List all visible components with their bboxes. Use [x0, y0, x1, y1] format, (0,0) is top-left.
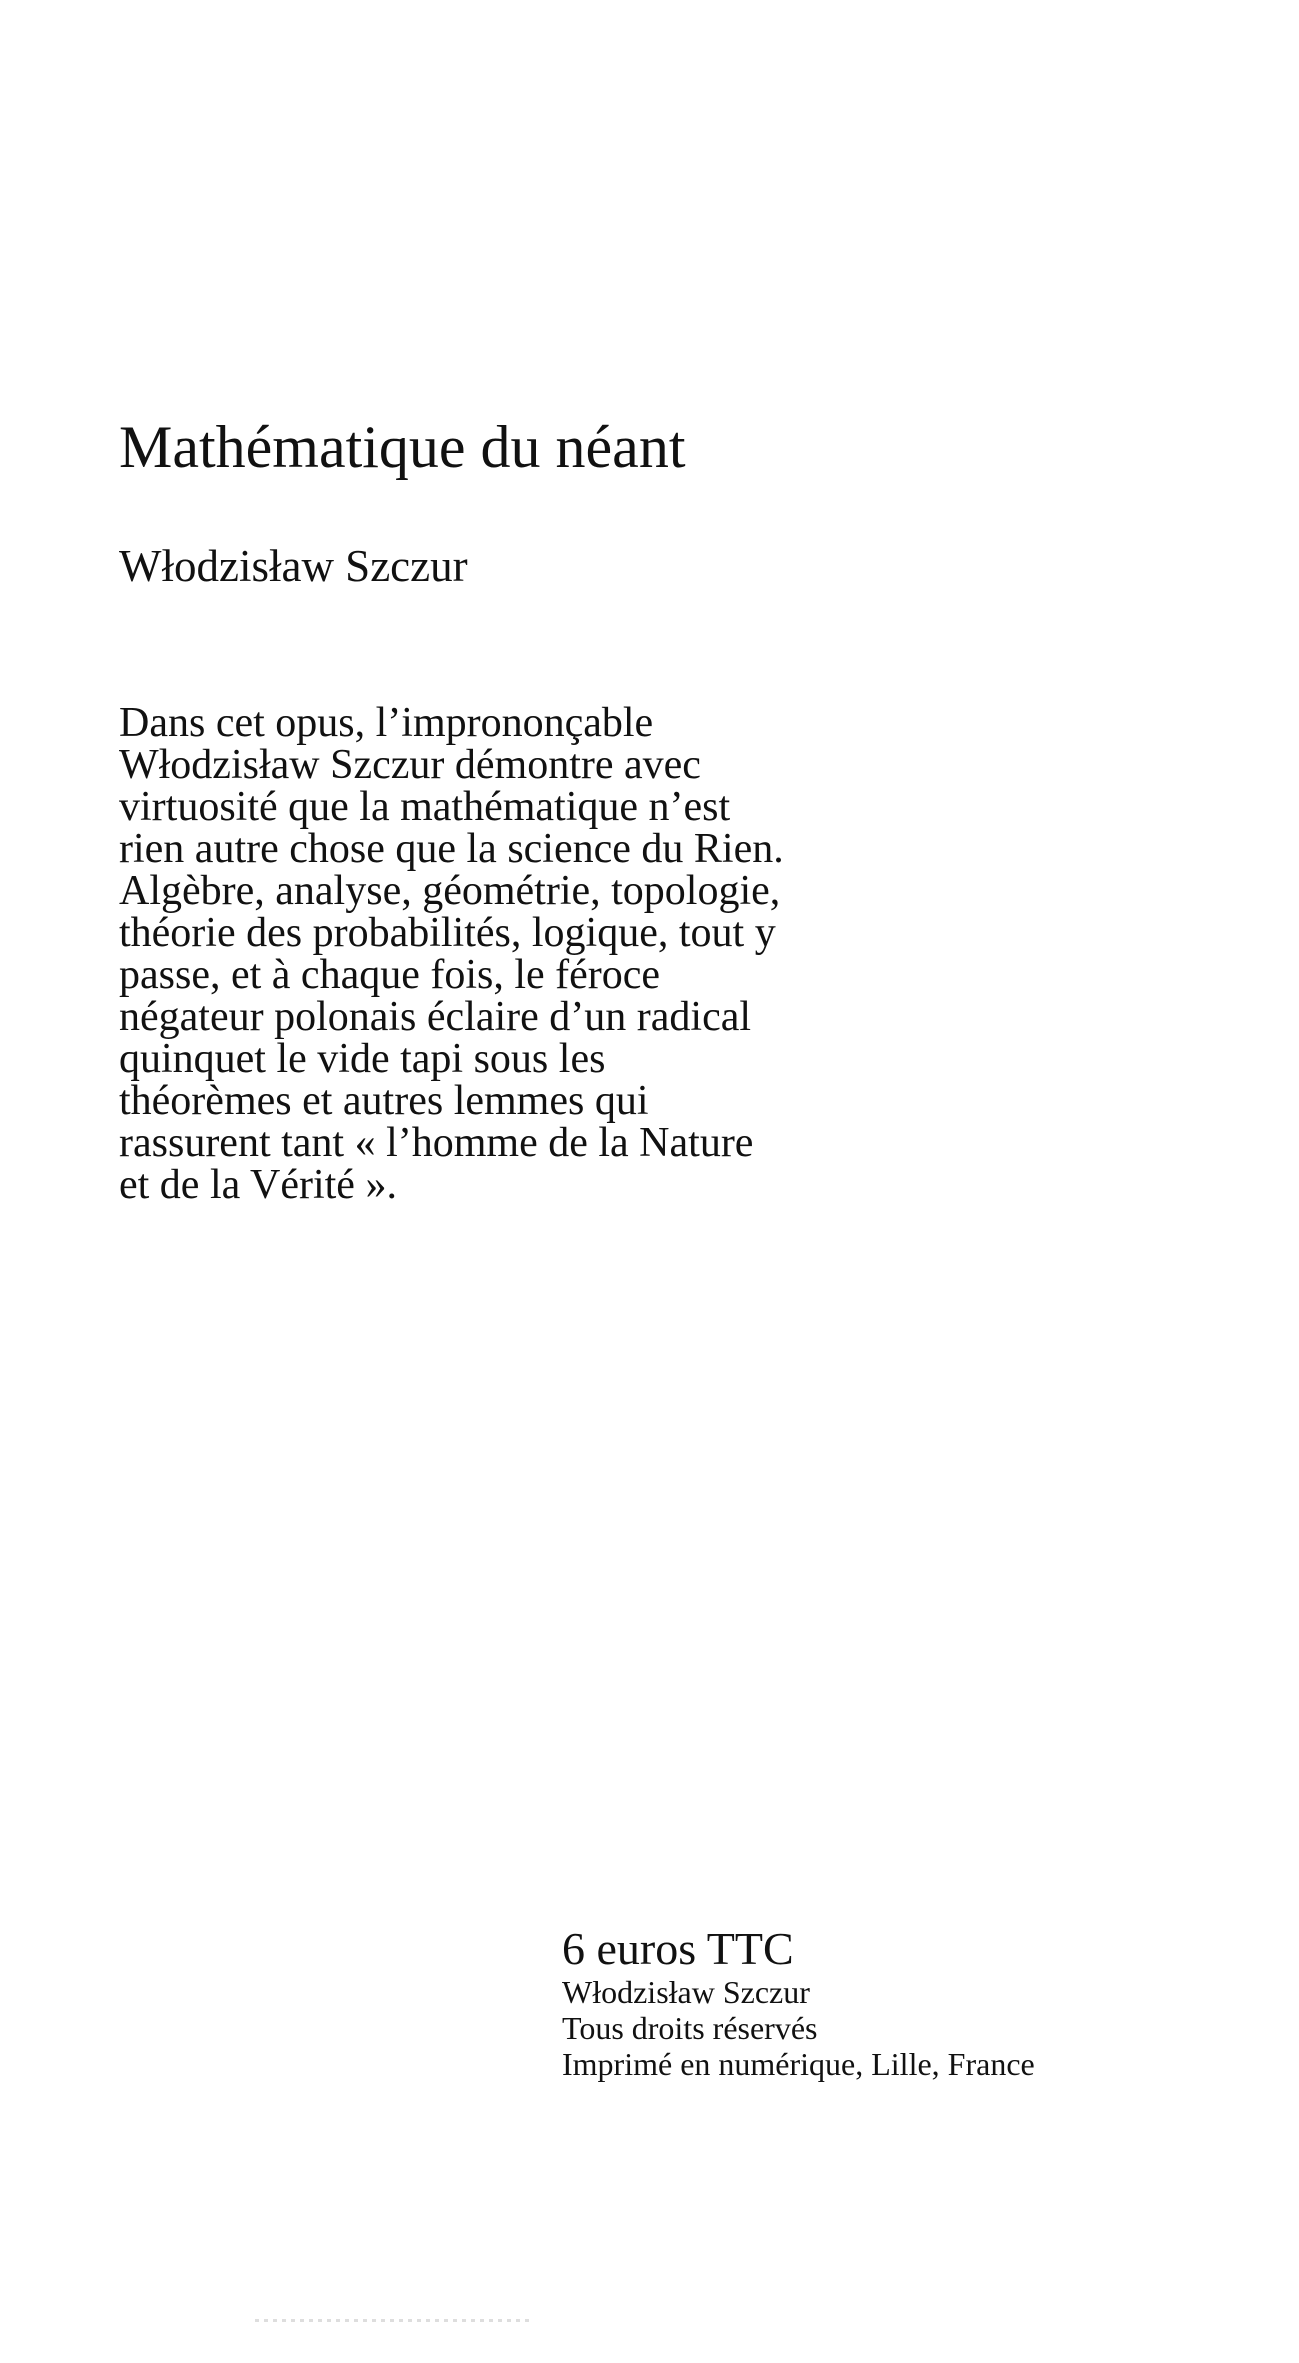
- blurb-line: théorèmes et autres lemmes qui: [119, 1078, 649, 1124]
- book-title: Mathématique du néant: [119, 414, 686, 480]
- price-label: 6 euros TTC: [562, 1923, 794, 1974]
- colophon: [562, 1924, 1262, 2082]
- blurb-line: passe, et à chaque fois, le féroce: [119, 952, 661, 998]
- blurb-line: théorie des probabilités, logique, tout y: [119, 910, 776, 956]
- colophon-rights: Tous droits réservés: [562, 2010, 818, 2046]
- blurb-line: Algèbre, analyse, géométrie, topologie,: [119, 868, 781, 914]
- blurb-line: rien autre chose que la science du Rien.: [119, 826, 784, 872]
- colophon-author: Włodzisław Szczur: [562, 1974, 810, 2010]
- blurb-line: Dans cet opus, l’imprononçable: [119, 700, 654, 746]
- back-cover-blurb: [119, 702, 999, 1206]
- blurb-line: et de la Vérité ».: [119, 1162, 397, 1208]
- blurb-line: Włodzisław Szczur démontre avec: [119, 742, 701, 788]
- blurb-line: virtuosité que la mathématique n’est: [119, 784, 731, 830]
- book-author: Włodzisław Szczur: [119, 541, 468, 591]
- blurb-line: quinquet le vide tapi sous les: [119, 1036, 606, 1082]
- footer-print-mark: [255, 2319, 531, 2322]
- colophon-printing: Imprimé en numérique, Lille, France: [562, 2046, 1035, 2082]
- blurb-line: rassurent tant « l’homme de la Nature: [119, 1120, 754, 1166]
- blurb-line: négateur polonais éclaire d’un radical: [119, 994, 752, 1040]
